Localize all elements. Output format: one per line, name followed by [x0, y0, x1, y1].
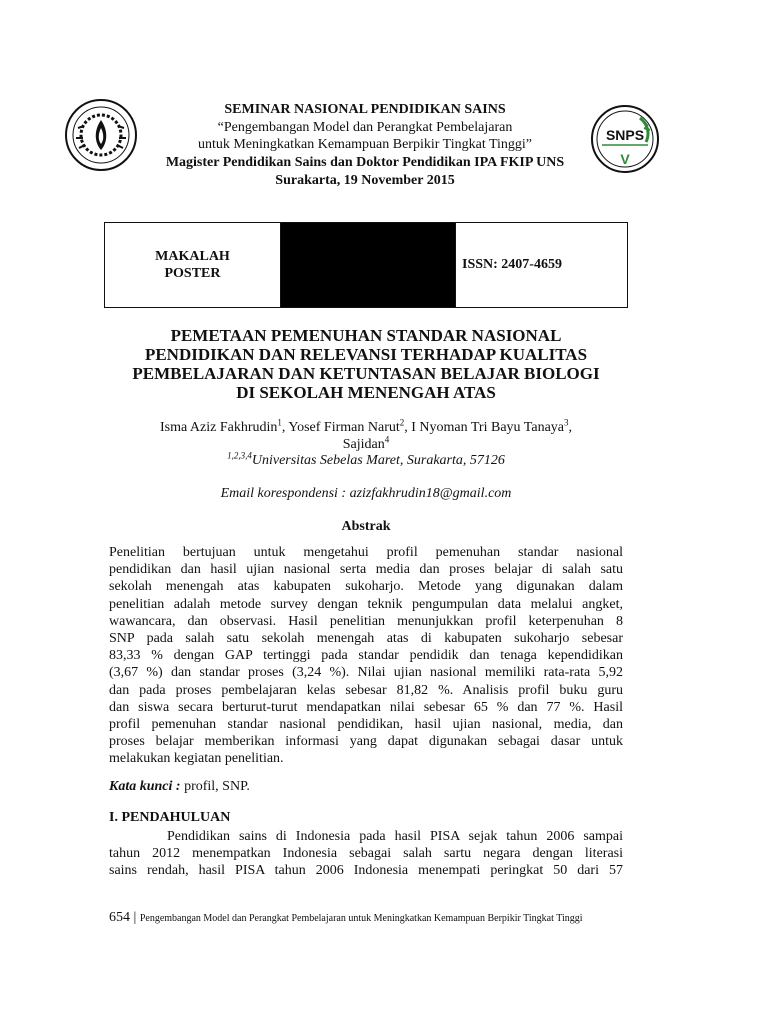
affiliation-text: Universitas Sebelas Maret, Surakarta, 57126 [251, 453, 505, 468]
intro-line: Pendidikan sains di Indonesia pada hasil PISA sejak tahun 2006 sampai [167, 829, 623, 844]
author-sep: , [281, 420, 289, 435]
abstract-line: melakukan kegiatan penelitian. [109, 751, 284, 767]
correspondence-email: Email korespondensi : azizfakhrudin18@gmail.com [220, 486, 512, 501]
abstract-line: dan siswa secara berturut-turut mendapatkan nilai sebesar 65 % dan 77 %. Hasil [109, 699, 623, 715]
abstract-line: proses belajar memberikan informasi yang dapat digunakan sebagai dasar untuk [109, 734, 623, 750]
keywords-label: Kata kunci : [109, 779, 181, 794]
author-name: Isma Aziz Fakhrudin [159, 420, 278, 435]
university-logo [64, 98, 138, 172]
paper-type-cell [105, 223, 281, 307]
seminar-location-date: Surakarta, 19 November 2015 [275, 173, 455, 188]
abstract-line: SNP pada salah satu sekolah menengah atas di kabupaten sukoharjo sebesar [109, 631, 623, 647]
abstract-line: (3,67 %) dan standar proses (3,24 %). Nilai ujian nasional memiliki rata-rata 5,92 [109, 665, 623, 681]
seminar-theme-line1: “Pengembangan Model dan Perangkat Pembelajaran [217, 120, 513, 135]
paper-title-line: PENDIDIKAN DAN RELEVANSI TERHADAP KUALITAS [144, 345, 588, 364]
author-name: I Nyoman Tri Bayu Tanaya [411, 420, 564, 435]
keywords [109, 779, 250, 795]
issn-cell [455, 223, 627, 307]
abstract-line: wawancara, dan observasi. Hasil penelitian menunjukkan profil keterpenuhan 8 [109, 613, 623, 629]
author-sep: , [404, 420, 412, 435]
page-number: 654 [109, 910, 130, 925]
abstract-line: sekolah menengah atas kabupaten sukoharjo. Metode yang digunakan dalam [109, 579, 623, 595]
seminar-theme-line2: untuk Meningkatkan Kemampuan Berpikir Tingkat Tinggi” [197, 137, 533, 152]
author-sup: 3 [564, 417, 569, 428]
abstract-line: Penelitian bertujuan untuk mengetahui profil pemenuhan standar nasional [109, 545, 623, 560]
affiliation [104, 450, 628, 469]
footer-separator: | [130, 910, 140, 925]
author-sup: 2 [399, 417, 405, 428]
affiliation-sup: 1,2,3,4 [227, 450, 252, 461]
paper-title [104, 326, 628, 402]
footer-text: Pengembangan Model dan Perangkat Pembelajaran untuk Meningkatkan Kemampuan Berpikir Tingkat Tinggi [139, 913, 583, 924]
intro-body [109, 828, 623, 880]
redacted-block [281, 223, 455, 307]
paper-info-box [104, 222, 628, 308]
seminar-title: SEMINAR NASIONAL PENDIDIKAN SAINS [224, 102, 506, 117]
keywords-value: profil, SNP. [180, 779, 250, 794]
abstract-line: pendidikan dan hasil ujian nasional serta media dan proses belajar di salah satu [109, 562, 623, 578]
abstract-body [109, 544, 623, 768]
section-heading: I. PENDAHULUAN [109, 810, 231, 825]
paper-type-line1: MAKALAH [155, 249, 230, 264]
intro-line: sains rendah, hasil PISA tahun 2006 Indonesia menempati peringkat 50 dari 57 [109, 863, 623, 879]
abstract-line: penelitian adalah metode survey dengan teknik pengumpulan data melalui angket, [109, 596, 623, 612]
author-sep: , [568, 420, 572, 435]
snps-logo-numeral: V [620, 151, 630, 167]
author-name: Sajidan [342, 437, 385, 452]
paper-type-line2: POSTER [164, 266, 221, 281]
intro-line: tahun 2012 menempatkan Indonesia sebagai salah sartu negara dengan literasi [109, 846, 623, 862]
paper-title-line: DI SEKOLAH MENENGAH ATAS [236, 383, 496, 402]
abstract-line: profil pemenuhan standar nasional pendidikan, hasil ujian nasional, media, dan [109, 717, 623, 733]
author-sup: 1 [277, 417, 282, 428]
abstract-line: 83,33 % dengan GAP tertinggi pada standar pendidik dan tenaga kependidikan [109, 648, 623, 664]
author-list [104, 419, 628, 453]
author-sup: 4 [384, 434, 390, 445]
abstract-heading: Abstrak [341, 519, 391, 534]
snps-logo-text: SNPS [605, 127, 645, 143]
paper-title-line: PEMETAAN PEMENUHAN STANDAR NASIONAL [170, 326, 562, 345]
issn-text: ISSN: 2407-4659 [462, 257, 562, 272]
author-name: Yosef Firman Narut [288, 420, 400, 435]
page-footer [109, 910, 583, 926]
snps-logo [590, 104, 660, 174]
abstract-line: dan pada proses pembelajaran kelas sebesar 81,82 %. Analisis profil buku guru [109, 682, 623, 698]
paper-title-line: PEMBELAJARAN DAN KETUNTASAN BELAJAR BIOLOGI [132, 364, 600, 383]
seminar-institution: Magister Pendidikan Sains dan Doktor Pendidikan IPA FKIP UNS [165, 155, 565, 170]
